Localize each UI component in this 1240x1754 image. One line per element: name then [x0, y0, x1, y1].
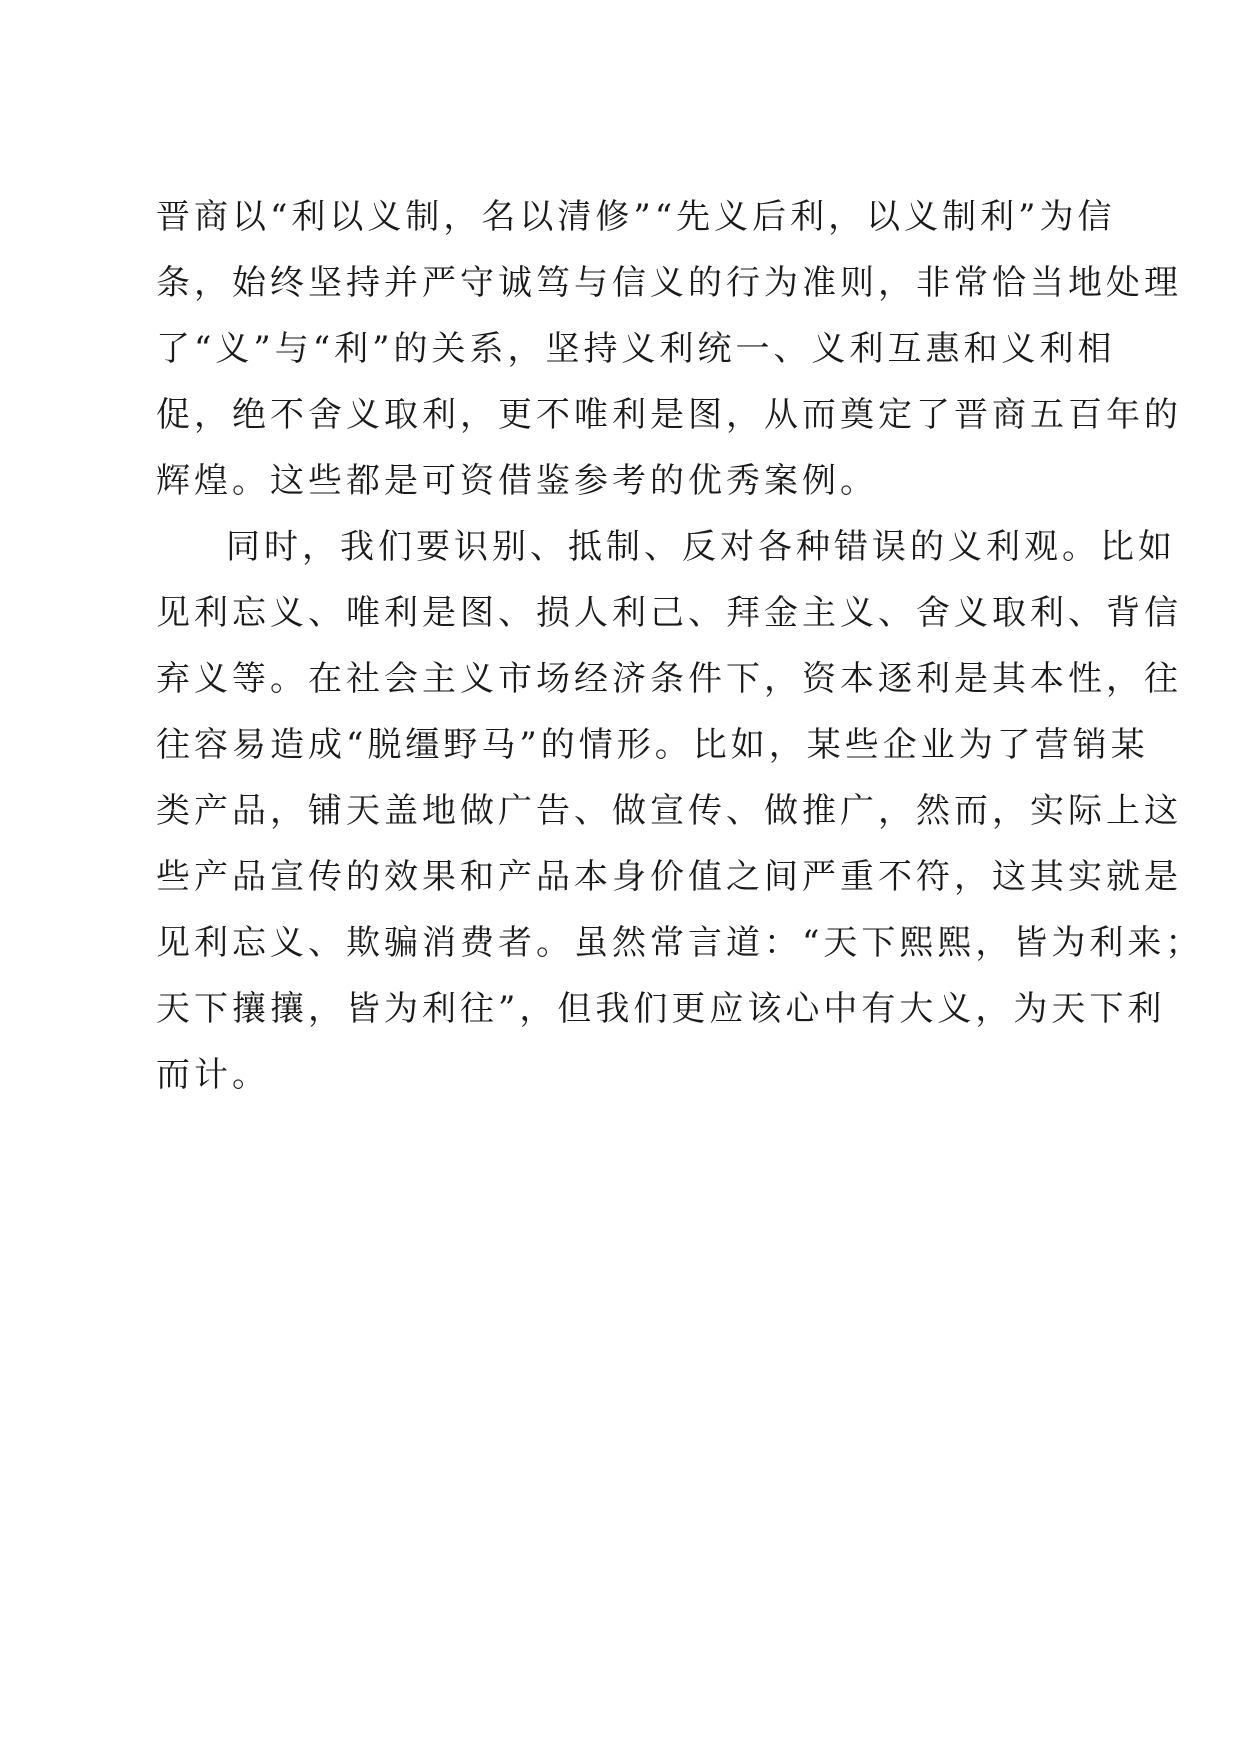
text-line: 天下攘攘，皆为利往”，但我们更应该心中有大义，为天下利 — [156, 989, 1166, 1029]
text-line: 辉煌。这些都是可资借鉴参考的优秀案例。 — [156, 461, 878, 501]
text-line: 条，始终坚持并严守诚笃与信义的行为准则，非常恰当地处理 — [156, 263, 1182, 303]
text-line: 类产品，铺天盖地做广告、做宣传、做推广，然而，实际上这 — [156, 791, 1182, 831]
text-line: 了“义”与“利”的关系，坚持义利统一、义利互惠和义利相 — [156, 329, 1116, 369]
text-line: 见利忘义、唯利是图、损人利己、拜金主义、舍义取利、背信 — [156, 593, 1182, 633]
text-line: 见利忘义、欺骗消费者。虽然常言道：“天下熙熙，皆为利来； — [156, 923, 1204, 963]
text-line: 弃义等。在社会主义市场经济条件下，资本逐利是其本性，往 — [156, 659, 1182, 699]
text-line: 促，绝不舍义取利，更不唯利是图，从而奠定了晋商五百年的 — [156, 395, 1182, 435]
text-line: 些产品宣传的效果和产品本身价值之间严重不符，这其实就是 — [156, 857, 1182, 897]
text-line: 往容易造成“脱缰野马”的情形。比如，某些企业为了营销某 — [156, 725, 1149, 765]
text-line: 而计。 — [156, 1055, 270, 1095]
paragraph-start-line: 同时，我们要识别、抵制、反对各种错误的义利观。比如 — [226, 527, 1176, 567]
text-line: 晋商以“利以义制，名以清修”“先义后利，以义制利”为信 — [156, 197, 1116, 237]
body-text — [156, 184, 1204, 1108]
